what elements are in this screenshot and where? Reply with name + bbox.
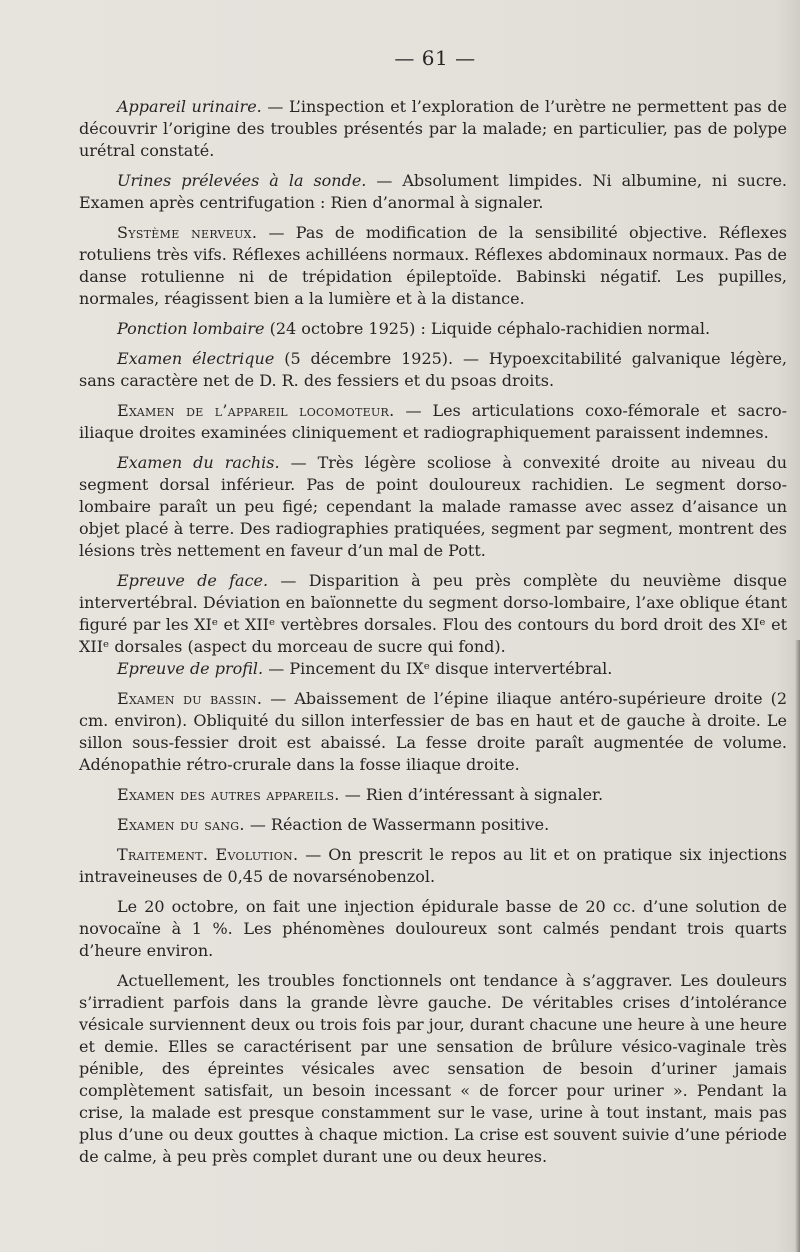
paragraph-front-view [79, 570, 787, 658]
paragraph-title: Examen du sang. [117, 815, 245, 834]
paragraph-body: — Les articulations coxo-fémorale et sacro-iliaque droites examinées cliniquement et radiographiquement paraissent indemnes. [79, 401, 788, 442]
paragraph-title: Epreuve de profil. [117, 659, 264, 678]
paragraph-treatment [79, 844, 787, 888]
page-number: — 61 — [394, 46, 476, 70]
paragraph-body: Actuellement, les troubles fonctionnels ont tendance à s’aggraver. Les douleurs s’irradient parfois dans la grande lèvre gauche. De véritables crises d’intolérance vésicale surviennent deux ou trois fois par jour, durant chacune une heure à une heure et demie. Elles se caractérisent par une sensation de brûlure vésico-vaginale très pénible, des épreintes vésicales avec sensation de besoin d’uriner jamais complètement satisfait, un besoin incessant « de forcer pour uriner ». Pendant la crise, la malade est presque constamment sur le vase, urine à tout instant, mais pas plus d’une ou deux gouttes à chaque miction. La crise est souvent suivie d’une période de calme, à peu près complet durant une ou deux heures. [79, 971, 787, 1166]
paragraph-urines [79, 170, 787, 214]
paragraph-body: (24 octobre 1925) : Liquide céphalo-rachidien normal. [264, 319, 711, 338]
paragraph-body: — On prescrit le repos au lit et on pratique six injections intraveineuses de 0,45 de novarsénobenzol. [79, 845, 787, 886]
paragraph-pelvis-exam [79, 688, 787, 776]
paragraph-title: Ponction lombaire [117, 319, 265, 338]
paragraph-title: Examen du rachis. [117, 453, 280, 472]
paragraph-other-apparatus [79, 784, 787, 806]
paragraph-profile-view [79, 658, 787, 680]
paragraph-title: Examen électrique [117, 349, 275, 368]
paragraph-body: — Abaissement de l’épine iliaque antéro-supérieure droite (2 cm. environ). Obliquité du sillon interfessier de bas en haut et de gauche à droite. Le sillon sous-fessier droit est abaissé. La fesse droite paraît augmentée de volume. Adénopathie rétro-crurale dans la fosse iliaque droite. [79, 689, 787, 774]
paragraph-title: Examen du bassin. [117, 689, 263, 708]
paragraph-title: Epreuve de face. [117, 571, 269, 590]
paragraph-title: Examen de l’appareil locomoteur. [117, 401, 395, 420]
paragraph-blood-exam [79, 814, 787, 836]
paragraph-body: — Pincement du IXᵉ disque intervertébral. [263, 659, 613, 678]
paragraph-body: — Rien d’intéressant à signaler. [339, 785, 604, 804]
paragraph-body: — Pas de modification de la sensibilité objective. Réflexes rotuliens très vifs. Réflexes achilléens normaux. Réflexes abdominaux normaux. Pas de danse rotulienne ni de trépidation épileptoïde. Babinski négatif. Les pupilles, normales, réagissent bien a la lumière et à la distance. [79, 223, 788, 308]
paragraph-lumbar-puncture [79, 318, 787, 340]
paragraph-spine-exam [79, 452, 787, 562]
paragraph-body: — Réaction de Wassermann positive. [244, 815, 550, 834]
paragraph-body: — Très légère scoliose à convexité droite au niveau du segment dorsal inférieur. Pas de point douloureux rachidien. Le segment dorso-lombaire paraît un peu figé; cependant la malade ramasse avec assez d’aisance un objet placé à terre. Des radiographies pratiquées, segment par segment, montrent des lésions très nettement en faveur d’un mal de Pott. [79, 453, 787, 560]
paragraph-nervous-system [79, 222, 787, 310]
paragraph-title: Examen des autres appareils. [117, 785, 340, 804]
paragraph-electric-exam [79, 348, 787, 392]
paragraph-title: Traitement. Evolution. [117, 845, 299, 864]
body-text [79, 96, 787, 1176]
paragraph-title: Appareil urinaire. [117, 97, 262, 116]
paragraph-epidural-injection [79, 896, 787, 962]
paragraph-body: (5 décembre 1925). — Hypoexcitabilité galvanique légère, sans caractère net de D. R. des fessiers et du psoas droits. [79, 349, 787, 390]
paragraph-body: — Absolument limpides. Ni albumine, ni sucre. Examen après centrifugation : Rien d’anormal à signaler. [79, 171, 787, 212]
paragraph-locomotor-exam [79, 400, 787, 444]
paragraph-title: Système nerveux. [117, 223, 258, 242]
page-edge-shadow [795, 640, 800, 1252]
paragraph-body: — Disparition à peu près complète du neuvième disque intervertébral. Déviation en baïonnette du segment dorso-lombaire, l’axe oblique étant figuré par les XIᵉ et XIIᵉ vertèbres dorsales. Flou des contours du bord droit des XIᵉ et XIIᵉ dorsales (aspect du morceau de sucre qui fond). [79, 571, 787, 656]
paragraph-current-state [79, 970, 787, 1168]
paragraph-title: Urines prélevées à la sonde. [117, 171, 367, 190]
paragraph-urinary-apparatus [79, 96, 787, 162]
paragraph-body: — L’inspection et l’exploration de l’urètre ne permettent pas de découvrir l’origine des troubles présentés par la malade; en particulier, pas de polype urétral constaté. [79, 97, 788, 160]
paragraph-body: Le 20 octobre, on fait une injection épidurale basse de 20 cc. d’une solution de novocaïne à 1 %. Les phénomènes douloureux sont calmés pendant trois quarts d’heure environ. [79, 897, 787, 960]
